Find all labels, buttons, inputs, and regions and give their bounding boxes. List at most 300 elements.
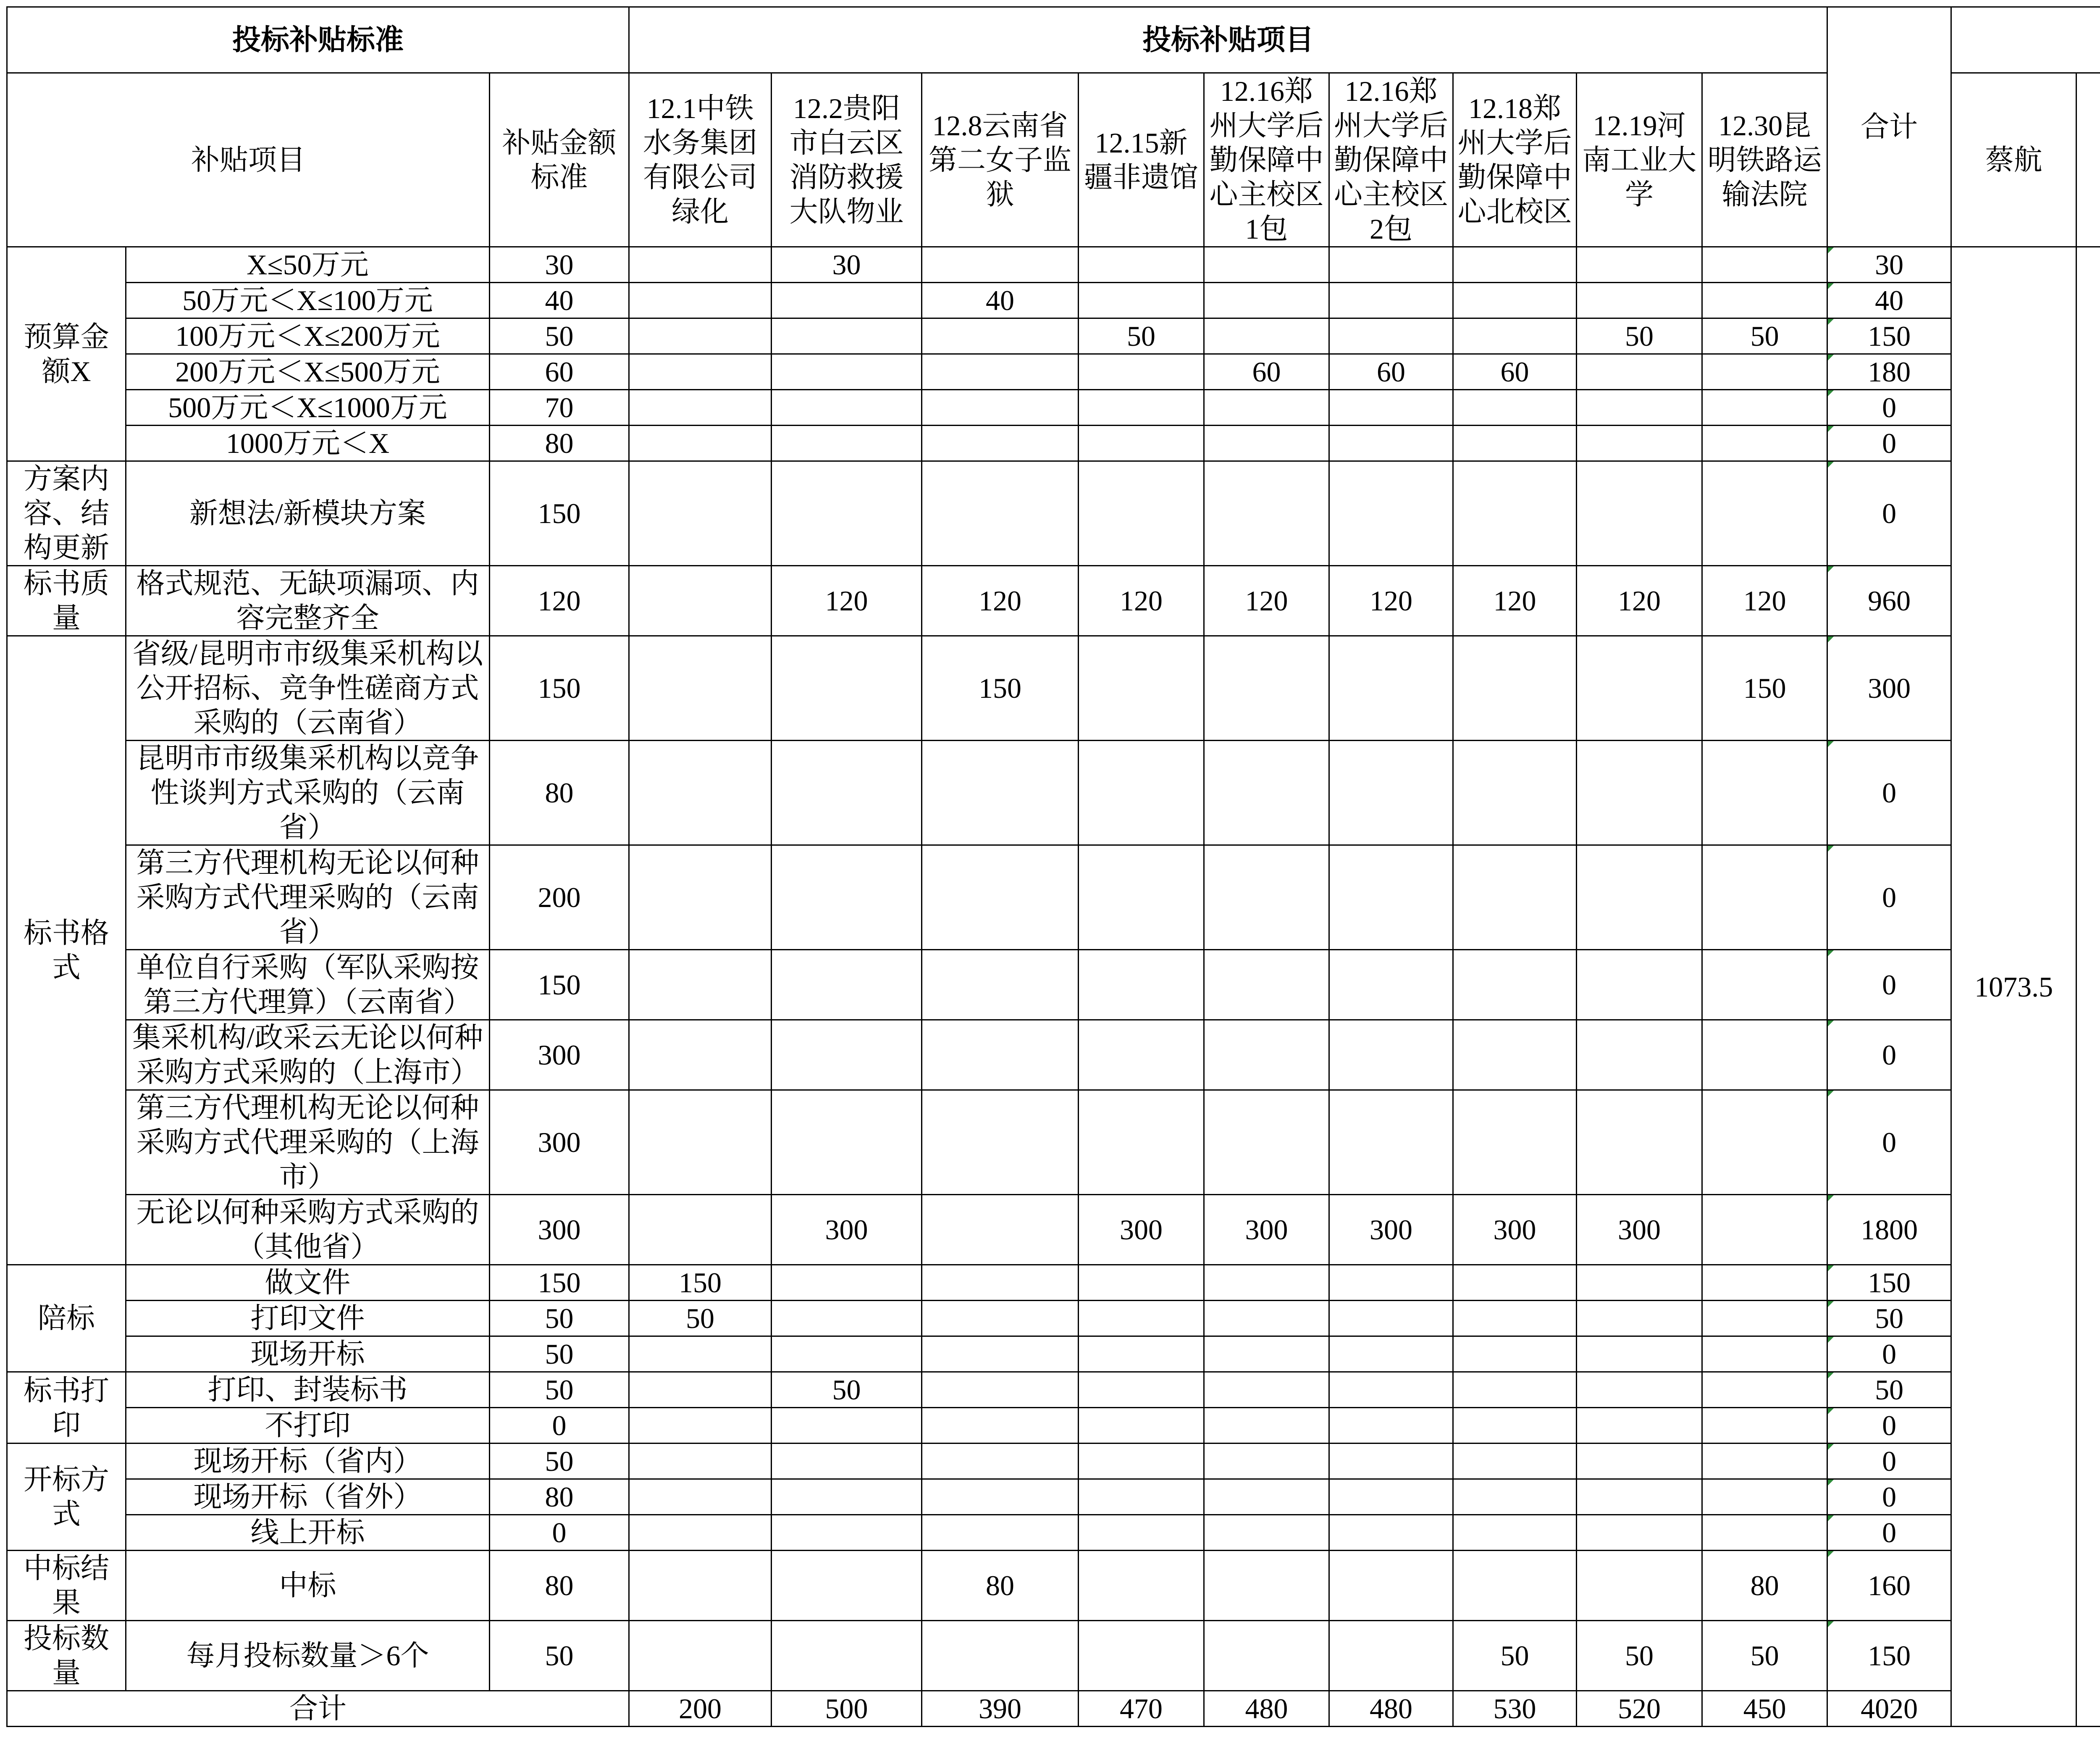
row-total-cell: [1827, 1301, 1951, 1336]
amount-text: 60: [545, 356, 574, 388]
project-value-cell: [772, 283, 922, 318]
project-value-cell: [629, 354, 772, 390]
project-value-cell: [1702, 566, 1827, 636]
project-value-cell: [772, 1372, 922, 1408]
footer-total-cell: [1827, 1691, 1951, 1727]
project-header-label: 12.30昆明铁路运输法院: [1707, 109, 1822, 210]
row-total-cell: [1827, 636, 1951, 741]
project-value-cell: [1453, 1195, 1577, 1265]
project-value-cell: [629, 566, 772, 636]
project-value-text: 300: [1493, 1214, 1536, 1246]
amount-text: 150: [538, 969, 581, 1001]
project-value-cell: [1079, 283, 1204, 318]
item-text: 第三方代理机构无论以何种采购方式代理采购的（云南省）: [136, 847, 479, 948]
project-value-cell: [1204, 566, 1329, 636]
project-value-cell: [1079, 354, 1204, 390]
table-row: [7, 1336, 2100, 1372]
row-total-text: 50: [1875, 1374, 1904, 1406]
row-total-text: 180: [1868, 356, 1911, 388]
item-text: 集采机构/政采云无论以何种采购方式采购的（上海市）: [132, 1022, 483, 1088]
amount-text: 300: [538, 1039, 581, 1071]
project-header: [1204, 73, 1329, 247]
table-row: [7, 247, 2100, 283]
project-value-cell: [1329, 1479, 1453, 1515]
project-value-cell: [772, 1515, 922, 1551]
category-text: 方案内容、结构更新: [23, 463, 109, 564]
project-value-cell: [1329, 741, 1453, 845]
amount-cell: [490, 1195, 629, 1265]
project-value-cell: [1453, 1090, 1577, 1195]
project-value-text: 150: [1743, 672, 1786, 704]
item-cell: [126, 1020, 490, 1090]
amount-text: 300: [538, 1126, 581, 1158]
project-value-cell: [1453, 1621, 1577, 1691]
project-value-cell: [1079, 950, 1204, 1020]
error-flag-icon: [1828, 1020, 1834, 1026]
footer-value-cell: [772, 1691, 922, 1727]
project-value-cell: [1702, 1336, 1827, 1372]
project-value-cell: [922, 1621, 1079, 1691]
header-row-top: [7, 7, 2100, 73]
row-total-text: 0: [1882, 497, 1897, 529]
project-value-cell: [1702, 1020, 1827, 1090]
project-value-cell: [1329, 1301, 1453, 1336]
project-value-cell: [1577, 741, 1702, 845]
item-cell: [126, 461, 490, 566]
project-value-cell: [629, 1479, 772, 1515]
project-header: [1329, 73, 1453, 247]
project-value-cell: [1577, 1301, 1702, 1336]
footer-total-text: 4020: [1861, 1693, 1918, 1725]
item-cell: [126, 1515, 490, 1551]
error-flag-icon: [1828, 390, 1834, 396]
row-total-cell: [1827, 1515, 1951, 1551]
amount-text: 80: [545, 777, 574, 809]
item-cell: [126, 1479, 490, 1515]
project-value-cell: [1204, 1301, 1329, 1336]
project-value-cell: [1204, 1479, 1329, 1515]
error-flag-icon: [1828, 462, 1834, 468]
item-text: 中标: [279, 1570, 336, 1601]
project-value-cell: [1577, 461, 1702, 566]
project-value-cell: [772, 1408, 922, 1444]
amount-text: 120: [538, 585, 581, 617]
project-value-cell: [1079, 1336, 1204, 1372]
category-text: 投标数量: [23, 1622, 109, 1689]
project-value-cell: [1702, 741, 1827, 845]
project-value-cell: [1079, 1515, 1204, 1551]
amount-cell: [490, 1479, 629, 1515]
project-value-text: 80: [986, 1570, 1015, 1601]
item-cell: [126, 566, 490, 636]
project-value-cell: [1577, 1621, 1702, 1691]
amount-cell: [490, 1020, 629, 1090]
row-total-text: 300: [1868, 672, 1911, 704]
project-value-text: 60: [1377, 356, 1406, 388]
row-total-text: 0: [1882, 1517, 1897, 1549]
project-value-cell: [1204, 1265, 1329, 1301]
project-value-cell: [772, 950, 922, 1020]
row-total-text: 0: [1882, 1481, 1897, 1513]
project-value-text: 300: [1120, 1214, 1163, 1246]
project-value-cell: [772, 1621, 922, 1691]
project-value-cell: [1577, 1090, 1702, 1195]
project-value-cell: [1453, 1408, 1577, 1444]
category-cell: [7, 1372, 126, 1444]
amount-cell: [490, 1408, 629, 1444]
project-value-cell: [1204, 1408, 1329, 1444]
project-value-cell: [772, 318, 922, 354]
project-value-text: 120: [1120, 585, 1163, 617]
amount-cell: [490, 1336, 629, 1372]
error-flag-icon: [1828, 950, 1834, 956]
project-value-cell: [1702, 1195, 1827, 1265]
project-value-text: 150: [979, 672, 1022, 704]
project-value-cell: [1577, 1372, 1702, 1408]
project-value-cell: [772, 845, 922, 950]
project-value-cell: [629, 283, 772, 318]
project-value-cell: [1204, 1336, 1329, 1372]
category-cell: [7, 1444, 126, 1551]
project-value-cell: [922, 950, 1079, 1020]
project-value-cell: [1577, 354, 1702, 390]
amount-text: 50: [545, 1445, 574, 1477]
project-value-cell: [1204, 1515, 1329, 1551]
item-text: 500万元＜X≤1000万元: [168, 392, 447, 423]
row-total-cell: [1827, 247, 1951, 283]
item-text: 现场开标（省外）: [193, 1481, 422, 1513]
table-row: [7, 566, 2100, 636]
amount-cell: [490, 283, 629, 318]
footer-value-cell: [1453, 1691, 1577, 1727]
project-value-cell: [1079, 426, 1204, 461]
amount-text: 0: [552, 1409, 567, 1441]
error-flag-icon: [1828, 1480, 1834, 1486]
project-value-cell: [1329, 1336, 1453, 1372]
row-total-text: 150: [1868, 1267, 1911, 1299]
total-header-label: 合计: [1861, 111, 1918, 143]
project-value-cell: [629, 636, 772, 741]
project-value-cell: [1702, 426, 1827, 461]
category-text: 中标结果: [23, 1552, 109, 1619]
project-value-cell: [1329, 461, 1453, 566]
row-total-text: 0: [1882, 881, 1897, 913]
footer-value-cell: [629, 1691, 772, 1727]
amount-cell: [490, 318, 629, 354]
project-value-cell: [1329, 354, 1453, 390]
project-value-text: 50: [686, 1302, 715, 1334]
amount-cell: [490, 247, 629, 283]
row-total-cell: [1827, 461, 1951, 566]
category-cell: [7, 461, 126, 566]
project-header-label: 12.8云南省第二女子监狱: [929, 109, 1072, 210]
project-value-cell: [1329, 1515, 1453, 1551]
project-value-cell: [1204, 1195, 1329, 1265]
table-row: [7, 1515, 2100, 1551]
amount-text: 30: [545, 249, 574, 281]
project-value-cell: [1702, 1408, 1827, 1444]
project-header-label: 12.15新疆非遗馆: [1084, 126, 1199, 193]
item-text: 打印、封装标书: [207, 1374, 408, 1406]
project-value-cell: [1577, 950, 1702, 1020]
amount-cell: [490, 566, 629, 636]
project-value-text: 300: [1370, 1214, 1413, 1246]
project-value-cell: [772, 1479, 922, 1515]
amount-text: 50: [545, 1640, 574, 1672]
item-cell: [126, 741, 490, 845]
project-value-cell: [1329, 1551, 1453, 1621]
row-total-cell: [1827, 1020, 1951, 1090]
amount-text: 0: [552, 1517, 567, 1549]
project-value-cell: [1453, 283, 1577, 318]
project-value-cell: [1329, 1408, 1453, 1444]
row-total-cell: [1827, 1444, 1951, 1479]
project-value-cell: [772, 636, 922, 741]
error-flag-icon: [1828, 1515, 1834, 1521]
project-value-text: 50: [1127, 320, 1156, 352]
project-value-cell: [1702, 1301, 1827, 1336]
error-flag-icon: [1828, 426, 1834, 432]
error-flag-icon: [1828, 1408, 1834, 1414]
table-row: [7, 318, 2100, 354]
project-value-cell: [1204, 741, 1329, 845]
project-value-cell: [1453, 845, 1577, 950]
row-total-text: 960: [1868, 585, 1911, 617]
project-value-cell: [1702, 318, 1827, 354]
participant-amount-cell: [1951, 247, 2076, 1727]
project-value-cell: [922, 1372, 1079, 1408]
project-value-cell: [1329, 950, 1453, 1020]
category-text: 预算金额X: [23, 321, 109, 387]
project-value-cell: [1329, 636, 1453, 741]
participant-name-label: [2077, 143, 2100, 177]
project-value-cell: [1453, 636, 1577, 741]
project-value-cell: [1079, 1090, 1204, 1195]
project-value-cell: [922, 1020, 1079, 1090]
row-total-text: 0: [1882, 1338, 1897, 1370]
project-value-cell: [629, 1265, 772, 1301]
footer-value-text: 500: [825, 1693, 868, 1725]
row-total-cell: [1827, 1372, 1951, 1408]
project-header: [1702, 73, 1827, 247]
table-row: [7, 1551, 2100, 1621]
footer-value-cell: [1079, 1691, 1204, 1727]
table-row: [7, 950, 2100, 1020]
item-text: 做文件: [265, 1267, 351, 1299]
project-value-cell: [1329, 1020, 1453, 1090]
project-value-cell: [1577, 1265, 1702, 1301]
category-text: 开标方式: [23, 1464, 109, 1530]
project-value-text: 300: [1245, 1214, 1288, 1246]
project-value-cell: [1079, 461, 1204, 566]
project-value-text: 50: [1750, 320, 1779, 352]
row-total-cell: [1827, 1408, 1951, 1444]
project-value-cell: [629, 1020, 772, 1090]
project-value-cell: [922, 283, 1079, 318]
project-value-cell: [1329, 283, 1453, 318]
project-value-cell: [1702, 283, 1827, 318]
footer-value-text: 200: [679, 1693, 722, 1725]
project-value-cell: [629, 318, 772, 354]
amount-cell: [490, 741, 629, 845]
project-value-cell: [1329, 1621, 1453, 1691]
item-cell: [126, 426, 490, 461]
project-value-cell: [1577, 636, 1702, 741]
project-header-label: 12.2贵阳市白云区消防救援大队物业: [789, 92, 904, 228]
item-text: 100万元＜X≤200万元: [175, 320, 440, 352]
item-cell: [126, 1621, 490, 1691]
amount-cell: [490, 636, 629, 741]
project-value-cell: [1204, 390, 1329, 426]
amount-cell: [490, 950, 629, 1020]
footer-value-text: 390: [979, 1693, 1022, 1725]
project-value-cell: [772, 426, 922, 461]
amount-text: 150: [538, 497, 581, 529]
project-value-cell: [1204, 636, 1329, 741]
item-text: 50万元＜X≤100万元: [182, 284, 433, 316]
project-value-cell: [1702, 636, 1827, 741]
row-total-cell: [1827, 950, 1951, 1020]
item-text: 省级/昆明市市级集采机构以公开招标、竞争性磋商方式采购的（云南省）: [132, 638, 483, 739]
error-flag-icon: [1828, 1301, 1834, 1307]
project-value-cell: [1577, 390, 1702, 426]
project-value-cell: [1577, 1408, 1702, 1444]
project-header: [629, 73, 772, 247]
project-value-cell: [1702, 1090, 1827, 1195]
table-row: [7, 1301, 2100, 1336]
project-value-cell: [1453, 1336, 1577, 1372]
amount-text: 40: [545, 284, 574, 316]
category-cell: [7, 1621, 126, 1691]
project-value-cell: [629, 1408, 772, 1444]
project-value-cell: [772, 566, 922, 636]
project-value-cell: [1702, 845, 1827, 950]
project-value-cell: [629, 1444, 772, 1479]
project-value-cell: [922, 845, 1079, 950]
amount-cell: [490, 390, 629, 426]
project-value-cell: [1329, 426, 1453, 461]
project-header-label: 12.16郑州大学后勤保障中心主校区2包: [1334, 75, 1449, 245]
item-header-label: 补贴项目: [191, 144, 305, 176]
footer-label-text: 合计: [289, 1693, 347, 1725]
project-value-cell: [772, 247, 922, 283]
row-total-text: 0: [1882, 777, 1897, 809]
project-value-cell: [1577, 566, 1702, 636]
category-cell: [7, 1551, 126, 1621]
project-value-cell: [1329, 1265, 1453, 1301]
project-value-text: 300: [825, 1214, 868, 1246]
amount-text: 80: [545, 1481, 574, 1513]
item-cell: [126, 1551, 490, 1621]
row-total-text: 150: [1868, 1640, 1911, 1672]
item-cell: [126, 1090, 490, 1195]
project-value-cell: [922, 426, 1079, 461]
project-value-cell: [1702, 1372, 1827, 1408]
footer-label-cell: [7, 1691, 629, 1727]
header-row-columns: [7, 73, 2100, 247]
amount-text: 200: [538, 881, 581, 913]
project-value-cell: [772, 390, 922, 426]
project-value-cell: [629, 426, 772, 461]
row-total-text: 0: [1882, 1445, 1897, 1477]
row-total-cell: [1827, 390, 1951, 426]
row-total-text: 0: [1882, 1409, 1897, 1441]
project-value-cell: [922, 1301, 1079, 1336]
project-value-cell: [1204, 247, 1329, 283]
bid-subsidy-table: [6, 6, 2100, 1727]
project-value-cell: [1079, 1621, 1204, 1691]
project-value-cell: [1329, 1090, 1453, 1195]
project-value-cell: [629, 247, 772, 283]
participant-amount-text: 1073.5: [1974, 970, 2053, 1003]
category-cell: [7, 247, 126, 461]
project-value-cell: [1577, 1551, 1702, 1621]
project-value-cell: [1079, 741, 1204, 845]
project-value-cell: [1204, 1090, 1329, 1195]
item-cell: [126, 845, 490, 950]
row-total-cell: [1827, 1090, 1951, 1195]
project-value-cell: [1329, 1372, 1453, 1408]
project-value-cell: [1453, 1372, 1577, 1408]
error-flag-icon: [1828, 846, 1834, 852]
amount-text: 50: [545, 1338, 574, 1370]
table-row: [7, 1020, 2100, 1090]
table-row: [7, 1621, 2100, 1691]
standard-header: [7, 7, 629, 73]
category-text: 标书格式: [23, 917, 109, 983]
participants-header-label: [1952, 23, 2100, 57]
table-row: [7, 1372, 2100, 1408]
project-value-cell: [1204, 1621, 1329, 1691]
row-total-text: 0: [1882, 969, 1897, 1001]
error-flag-icon: [1828, 741, 1834, 747]
item-text: 单位自行采购（军队采购按第三方代理算）（云南省）: [136, 952, 479, 1018]
project-value-cell: [1577, 1479, 1702, 1515]
item-cell: [126, 247, 490, 283]
project-value-cell: [1079, 566, 1204, 636]
footer-value-cell: [1702, 1691, 1827, 1727]
table-row: [7, 1408, 2100, 1444]
project-header-label: 12.1中铁水务集团有限公司绿化: [643, 92, 758, 228]
project-value-cell: [1079, 1195, 1204, 1265]
projects-header-label: 投标补贴项目: [1142, 24, 1314, 56]
project-value-cell: [1702, 1265, 1827, 1301]
footer-value-cell: [1329, 1691, 1453, 1727]
project-value-cell: [1079, 1408, 1204, 1444]
amount-text: 80: [545, 1570, 574, 1601]
project-value-text: 60: [1500, 356, 1529, 388]
row-total-text: 1800: [1861, 1214, 1918, 1246]
project-value-cell: [1453, 1515, 1577, 1551]
item-cell: [126, 636, 490, 741]
project-value-cell: [922, 1195, 1079, 1265]
error-flag-icon: [1828, 247, 1834, 253]
project-value-text: 120: [1493, 585, 1536, 617]
project-value-cell: [1329, 1444, 1453, 1479]
project-value-cell: [922, 390, 1079, 426]
project-value-cell: [1079, 845, 1204, 950]
project-value-cell: [1079, 1301, 1204, 1336]
project-value-cell: [629, 1372, 772, 1408]
error-flag-icon: [1828, 1337, 1834, 1343]
amount-cell: [490, 1621, 629, 1691]
error-flag-icon: [1828, 1091, 1834, 1096]
project-value-cell: [1204, 426, 1329, 461]
row-total-text: 0: [1882, 427, 1897, 459]
project-value-cell: [1204, 1551, 1329, 1621]
project-value-cell: [629, 950, 772, 1020]
project-value-text: 50: [1625, 1640, 1654, 1672]
